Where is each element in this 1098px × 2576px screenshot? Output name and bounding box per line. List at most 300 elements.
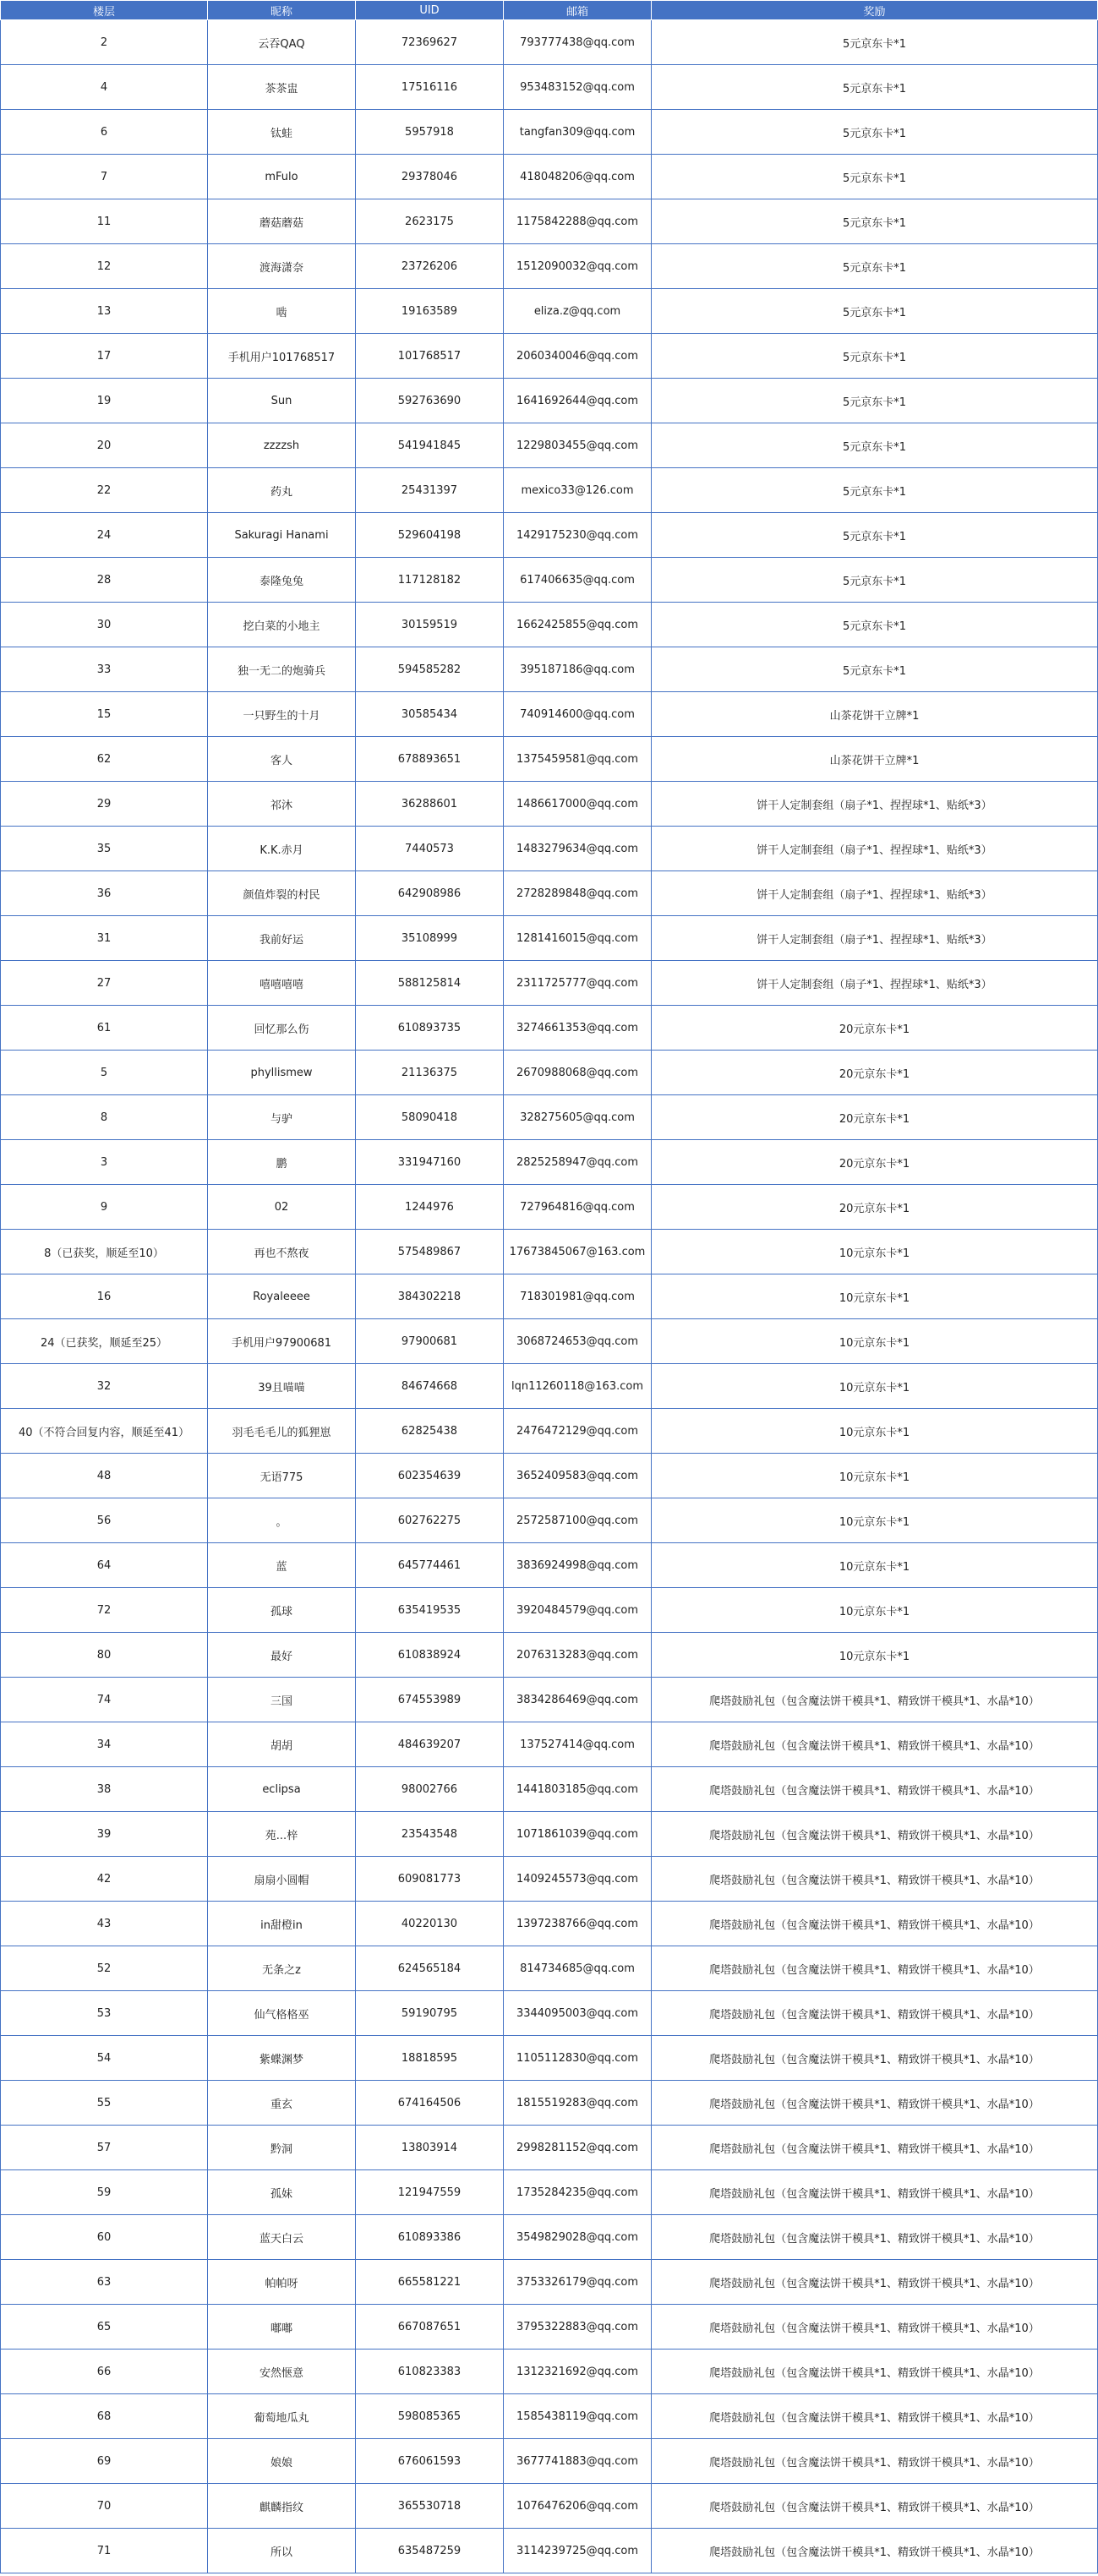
- table-row: [1, 1185, 1098, 1230]
- uid-cell: 23543548: [356, 1812, 504, 1857]
- uid-cell: 484639207: [356, 1722, 504, 1767]
- email-cell: 617406635@qq.com: [504, 558, 652, 603]
- floor-cell: 36: [1, 871, 208, 916]
- email-cell: 2060340046@qq.com: [504, 334, 652, 379]
- reward-cell: 20元京东卡*1: [652, 1006, 1098, 1051]
- table-row: [1, 1498, 1098, 1543]
- email-cell: 1175842288@qq.com: [504, 199, 652, 244]
- nickname-cell: 最好: [208, 1633, 356, 1678]
- reward-cell: 饼干人定制套组（扇子*1、捏捏球*1、贴纸*3）: [652, 961, 1098, 1006]
- floor-cell: 24（已获奖，顺延至25）: [1, 1319, 208, 1364]
- floor-cell: 20: [1, 423, 208, 468]
- floor-cell: 34: [1, 1722, 208, 1767]
- nickname-cell: 无语775: [208, 1454, 356, 1498]
- email-cell: 2670988068@qq.com: [504, 1051, 652, 1095]
- table-row: [1, 1230, 1098, 1274]
- reward-cell: 5元京东卡*1: [652, 155, 1098, 199]
- email-cell: 328275605@qq.com: [504, 1095, 652, 1140]
- reward-cell: 20元京东卡*1: [652, 1095, 1098, 1140]
- reward-cell: 10元京东卡*1: [652, 1633, 1098, 1678]
- floor-cell: 9: [1, 1185, 208, 1230]
- email-cell: 1429175230@qq.com: [504, 513, 652, 558]
- reward-cell: 爬塔鼓励礼包（包含魔法饼干模具*1、精致饼干模具*1、水晶*10）: [652, 1678, 1098, 1722]
- table-row: [1, 468, 1098, 513]
- reward-cell: 5元京东卡*1: [652, 20, 1098, 65]
- floor-cell: 16: [1, 1274, 208, 1319]
- table-row: [1, 782, 1098, 827]
- reward-cell: 爬塔鼓励礼包（包含魔法饼干模具*1、精致饼干模具*1、水晶*10）: [652, 1857, 1098, 1902]
- nickname-cell: 所以: [208, 2529, 356, 2573]
- reward-cell: 20元京东卡*1: [652, 1185, 1098, 1230]
- nickname-cell: 回忆那么伤: [208, 1006, 356, 1051]
- email-cell: 1486617000@qq.com: [504, 782, 652, 827]
- floor-cell: 52: [1, 1946, 208, 1991]
- reward-cell: 5元京东卡*1: [652, 379, 1098, 423]
- uid-cell: 84674668: [356, 1364, 504, 1409]
- floor-cell: 71: [1, 2529, 208, 2573]
- table-row: [1, 1946, 1098, 1991]
- floor-cell: 33: [1, 647, 208, 692]
- nickname-cell: 茶茶盅: [208, 65, 356, 110]
- email-cell: 1229803455@qq.com: [504, 423, 652, 468]
- nickname-cell: 。: [208, 1498, 356, 1543]
- email-cell: 740914600@qq.com: [504, 692, 652, 737]
- uid-cell: 25431397: [356, 468, 504, 513]
- email-cell: 3344095003@qq.com: [504, 1991, 652, 2036]
- reward-cell: 爬塔鼓励礼包（包含魔法饼干模具*1、精致饼干模具*1、水晶*10）: [652, 2305, 1098, 2350]
- nickname-cell: 颜值炸裂的村民: [208, 871, 356, 916]
- email-cell: 395187186@qq.com: [504, 647, 652, 692]
- floor-cell: 17: [1, 334, 208, 379]
- uid-cell: 610838924: [356, 1633, 504, 1678]
- email-cell: 3795322883@qq.com: [504, 2305, 652, 2350]
- email-cell: 793777438@qq.com: [504, 20, 652, 65]
- nickname-cell: 紫蝶渊梦: [208, 2036, 356, 2081]
- nickname-cell: 祁沐: [208, 782, 356, 827]
- uid-cell: 13803914: [356, 2126, 504, 2170]
- uid-cell: 72369627: [356, 20, 504, 65]
- reward-cell: 饼干人定制套组（扇子*1、捏捏球*1、贴纸*3）: [652, 782, 1098, 827]
- nickname-cell: Sakuragi Hanami: [208, 513, 356, 558]
- uid-cell: 635487259: [356, 2529, 504, 2573]
- table-row: [1, 2126, 1098, 2170]
- floor-cell: 27: [1, 961, 208, 1006]
- email-cell: 1105112830@qq.com: [504, 2036, 652, 2081]
- table-row: [1, 199, 1098, 244]
- table-row: [1, 2394, 1098, 2439]
- floor-cell: 29: [1, 782, 208, 827]
- reward-cell: 10元京东卡*1: [652, 1498, 1098, 1543]
- uid-cell: 331947160: [356, 1140, 504, 1185]
- reward-cell: 爬塔鼓励礼包（包含魔法饼干模具*1、精致饼干模具*1、水晶*10）: [652, 2394, 1098, 2439]
- nickname-cell: 重玄: [208, 2081, 356, 2126]
- nickname-cell: 与驴: [208, 1095, 356, 1140]
- nickname-cell: 三国: [208, 1678, 356, 1722]
- uid-cell: 5957918: [356, 110, 504, 155]
- uid-cell: 2623175: [356, 199, 504, 244]
- reward-cell: 爬塔鼓励礼包（包含魔法饼干模具*1、精致饼干模具*1、水晶*10）: [652, 2081, 1098, 2126]
- nickname-cell: 葡萄地瓜丸: [208, 2394, 356, 2439]
- uid-cell: 588125814: [356, 961, 504, 1006]
- reward-cell: 5元京东卡*1: [652, 334, 1098, 379]
- nickname-cell: K.K.赤月: [208, 827, 356, 871]
- table-row: [1, 1588, 1098, 1633]
- email-cell: 1441803185@qq.com: [504, 1767, 652, 1812]
- floor-cell: 31: [1, 916, 208, 961]
- nickname-cell: 鹏: [208, 1140, 356, 1185]
- floor-cell: 62: [1, 737, 208, 782]
- uid-cell: 35108999: [356, 916, 504, 961]
- email-cell: 1312321692@qq.com: [504, 2350, 652, 2394]
- nickname-cell: Royaleeee: [208, 1274, 356, 1319]
- floor-cell: 48: [1, 1454, 208, 1498]
- table-row: [1, 1051, 1098, 1095]
- floor-cell: 56: [1, 1498, 208, 1543]
- table-row: [1, 603, 1098, 647]
- floor-cell: 39: [1, 1812, 208, 1857]
- reward-cell: 爬塔鼓励礼包（包含魔法饼干模具*1、精致饼干模具*1、水晶*10）: [652, 1767, 1098, 1812]
- uid-cell: 645774461: [356, 1543, 504, 1588]
- table-row: [1, 1409, 1098, 1454]
- table-row: [1, 155, 1098, 199]
- reward-cell: 5元京东卡*1: [652, 513, 1098, 558]
- uid-cell: 602762275: [356, 1498, 504, 1543]
- floor-cell: 61: [1, 1006, 208, 1051]
- nickname-cell: 蓝: [208, 1543, 356, 1588]
- table-row: [1, 1274, 1098, 1319]
- floor-cell: 57: [1, 2126, 208, 2170]
- nickname-cell: 无条之z: [208, 1946, 356, 1991]
- email-cell: 3274661353@qq.com: [504, 1006, 652, 1051]
- table-row: [1, 827, 1098, 871]
- floor-cell: 43: [1, 1902, 208, 1946]
- email-cell: 1735284235@qq.com: [504, 2170, 652, 2215]
- floor-cell: 24: [1, 513, 208, 558]
- table-row: [1, 110, 1098, 155]
- table-row: [1, 2529, 1098, 2573]
- floor-cell: 74: [1, 1678, 208, 1722]
- floor-cell: 19: [1, 379, 208, 423]
- nickname-cell: eclipsa: [208, 1767, 356, 1812]
- floor-cell: 4: [1, 65, 208, 110]
- email-cell: 1397238766@qq.com: [504, 1902, 652, 1946]
- uid-cell: 594585282: [356, 647, 504, 692]
- email-cell: 2728289848@qq.com: [504, 871, 652, 916]
- floor-cell: 55: [1, 2081, 208, 2126]
- nickname-cell: 娘娘: [208, 2439, 356, 2484]
- reward-cell: 20元京东卡*1: [652, 1140, 1098, 1185]
- header-row: [1, 1, 1098, 20]
- email-cell: 3753326179@qq.com: [504, 2260, 652, 2305]
- table-row: [1, 1678, 1098, 1722]
- floor-cell: 64: [1, 1543, 208, 1588]
- floor-cell: 68: [1, 2394, 208, 2439]
- floor-cell: 22: [1, 468, 208, 513]
- table-row: [1, 65, 1098, 110]
- email-cell: 727964816@qq.com: [504, 1185, 652, 1230]
- table-row: [1, 1454, 1098, 1498]
- nickname-cell: 蓝天白云: [208, 2215, 356, 2260]
- header-email: 邮箱: [504, 1, 652, 20]
- floor-cell: 38: [1, 1767, 208, 1812]
- nickname-cell: 手机用户97900681: [208, 1319, 356, 1364]
- nickname-cell: 手机用户101768517: [208, 334, 356, 379]
- reward-cell: 10元京东卡*1: [652, 1274, 1098, 1319]
- table-row: [1, 1767, 1098, 1812]
- table-row: [1, 513, 1098, 558]
- email-cell: 137527414@qq.com: [504, 1722, 652, 1767]
- nickname-cell: 帕帕呀: [208, 2260, 356, 2305]
- email-cell: 2572587100@qq.com: [504, 1498, 652, 1543]
- table-row: [1, 2170, 1098, 2215]
- email-cell: 2076313283@qq.com: [504, 1633, 652, 1678]
- uid-cell: 30159519: [356, 603, 504, 647]
- nickname-cell: 嘻嘻嘻嘻: [208, 961, 356, 1006]
- uid-cell: 98002766: [356, 1767, 504, 1812]
- table-row: [1, 916, 1098, 961]
- table-row: [1, 1991, 1098, 2036]
- uid-cell: 541941845: [356, 423, 504, 468]
- reward-cell: 爬塔鼓励礼包（包含魔法饼干模具*1、精致饼干模具*1、水晶*10）: [652, 2484, 1098, 2529]
- reward-cell: 10元京东卡*1: [652, 1230, 1098, 1274]
- nickname-cell: 扇扇小圆帽: [208, 1857, 356, 1902]
- reward-cell: 5元京东卡*1: [652, 647, 1098, 692]
- uid-cell: 40220130: [356, 1902, 504, 1946]
- email-cell: 1076476206@qq.com: [504, 2484, 652, 2529]
- reward-cell: 5元京东卡*1: [652, 244, 1098, 289]
- email-cell: mexico33@126.com: [504, 468, 652, 513]
- nickname-cell: in甜橙in: [208, 1902, 356, 1946]
- uid-cell: 117128182: [356, 558, 504, 603]
- table-row: [1, 1902, 1098, 1946]
- table-row: [1, 2215, 1098, 2260]
- header-reward: 奖励: [652, 1, 1098, 20]
- nickname-cell: 麒麟指纹: [208, 2484, 356, 2529]
- nickname-cell: Sun: [208, 379, 356, 423]
- uid-cell: 101768517: [356, 334, 504, 379]
- email-cell: 2825258947@qq.com: [504, 1140, 652, 1185]
- uid-cell: 30585434: [356, 692, 504, 737]
- floor-cell: 12: [1, 244, 208, 289]
- uid-cell: 667087651: [356, 2305, 504, 2350]
- email-cell: eliza.z@qq.com: [504, 289, 652, 334]
- nickname-cell: 云吞QAQ: [208, 20, 356, 65]
- uid-cell: 97900681: [356, 1319, 504, 1364]
- reward-cell: 10元京东卡*1: [652, 1454, 1098, 1498]
- reward-cell: 10元京东卡*1: [652, 1588, 1098, 1633]
- uid-cell: 29378046: [356, 155, 504, 199]
- email-cell: 3068724653@qq.com: [504, 1319, 652, 1364]
- uid-cell: 36288601: [356, 782, 504, 827]
- nickname-cell: 一只野生的十月: [208, 692, 356, 737]
- reward-cell: 爬塔鼓励礼包（包含魔法饼干模具*1、精致饼干模具*1、水晶*10）: [652, 2126, 1098, 2170]
- table-row: [1, 1319, 1098, 1364]
- uid-cell: 384302218: [356, 1274, 504, 1319]
- floor-cell: 3: [1, 1140, 208, 1185]
- nickname-cell: 胡胡: [208, 1722, 356, 1767]
- table-row: [1, 692, 1098, 737]
- email-cell: 1375459581@qq.com: [504, 737, 652, 782]
- reward-cell: 5元京东卡*1: [652, 423, 1098, 468]
- nickname-cell: 黔洞: [208, 2126, 356, 2170]
- reward-cell: 5元京东卡*1: [652, 65, 1098, 110]
- floor-cell: 54: [1, 2036, 208, 2081]
- floor-cell: 59: [1, 2170, 208, 2215]
- email-cell: 1585438119@qq.com: [504, 2394, 652, 2439]
- floor-cell: 13: [1, 289, 208, 334]
- floor-cell: 40（不符合回复内容，顺延至41）: [1, 1409, 208, 1454]
- reward-cell: 饼干人定制套组（扇子*1、捏捏球*1、贴纸*3）: [652, 871, 1098, 916]
- nickname-cell: 啮: [208, 289, 356, 334]
- email-cell: 1409245573@qq.com: [504, 1857, 652, 1902]
- uid-cell: 58090418: [356, 1095, 504, 1140]
- uid-cell: 529604198: [356, 513, 504, 558]
- uid-cell: 7440573: [356, 827, 504, 871]
- floor-cell: 15: [1, 692, 208, 737]
- header-nickname: 昵称: [208, 1, 356, 20]
- floor-cell: 11: [1, 199, 208, 244]
- floor-cell: 2: [1, 20, 208, 65]
- email-cell: 2311725777@qq.com: [504, 961, 652, 1006]
- reward-cell: 爬塔鼓励礼包（包含魔法饼干模具*1、精致饼干模具*1、水晶*10）: [652, 2260, 1098, 2305]
- nickname-cell: 羽毛毛毛儿的狐狸崽: [208, 1409, 356, 1454]
- nickname-cell: 客人: [208, 737, 356, 782]
- email-cell: 3836924998@qq.com: [504, 1543, 652, 1588]
- email-cell: 1071861039@qq.com: [504, 1812, 652, 1857]
- table-row: [1, 1006, 1098, 1051]
- table-row: [1, 1095, 1098, 1140]
- floor-cell: 53: [1, 1991, 208, 2036]
- reward-cell: 饼干人定制套组（扇子*1、捏捏球*1、贴纸*3）: [652, 916, 1098, 961]
- uid-cell: 21136375: [356, 1051, 504, 1095]
- floor-cell: 65: [1, 2305, 208, 2350]
- reward-cell: 爬塔鼓励礼包（包含魔法饼干模具*1、精致饼干模具*1、水晶*10）: [652, 1946, 1098, 1991]
- floor-cell: 8（已获奖，顺延至10）: [1, 1230, 208, 1274]
- nickname-cell: 安然惬意: [208, 2350, 356, 2394]
- uid-cell: 678893651: [356, 737, 504, 782]
- reward-cell: 爬塔鼓励礼包（包含魔法饼干模具*1、精致饼干模具*1、水晶*10）: [652, 2350, 1098, 2394]
- nickname-cell: mFulo: [208, 155, 356, 199]
- floor-cell: 66: [1, 2350, 208, 2394]
- nickname-cell: 39且喵喵: [208, 1364, 356, 1409]
- uid-cell: 1244976: [356, 1185, 504, 1230]
- uid-cell: 642908986: [356, 871, 504, 916]
- uid-cell: 62825438: [356, 1409, 504, 1454]
- floor-cell: 69: [1, 2439, 208, 2484]
- uid-cell: 676061593: [356, 2439, 504, 2484]
- reward-cell: 10元京东卡*1: [652, 1364, 1098, 1409]
- table-row: [1, 244, 1098, 289]
- nickname-cell: phyllismew: [208, 1051, 356, 1095]
- floor-cell: 35: [1, 827, 208, 871]
- email-cell: 3677741883@qq.com: [504, 2439, 652, 2484]
- reward-cell: 爬塔鼓励礼包（包含魔法饼干模具*1、精致饼干模具*1、水晶*10）: [652, 2439, 1098, 2484]
- table-body: [1, 20, 1098, 2573]
- nickname-cell: 孤妹: [208, 2170, 356, 2215]
- email-cell: 1281416015@qq.com: [504, 916, 652, 961]
- email-cell: 1483279634@qq.com: [504, 827, 652, 871]
- email-cell: 1641692644@qq.com: [504, 379, 652, 423]
- reward-cell: 爬塔鼓励礼包（包含魔法饼干模具*1、精致饼干模具*1、水晶*10）: [652, 2036, 1098, 2081]
- uid-cell: 602354639: [356, 1454, 504, 1498]
- table-row: [1, 334, 1098, 379]
- table-row: [1, 2484, 1098, 2529]
- floor-cell: 8: [1, 1095, 208, 1140]
- table-row: [1, 1364, 1098, 1409]
- email-cell: 2998281152@qq.com: [504, 2126, 652, 2170]
- uid-cell: 18818595: [356, 2036, 504, 2081]
- table-row: [1, 1633, 1098, 1678]
- reward-cell: 爬塔鼓励礼包（包含魔法饼干模具*1、精致饼干模具*1、水晶*10）: [652, 1902, 1098, 1946]
- floor-cell: 30: [1, 603, 208, 647]
- reward-cell: 10元京东卡*1: [652, 1319, 1098, 1364]
- nickname-cell: 孤球: [208, 1588, 356, 1633]
- uid-cell: 592763690: [356, 379, 504, 423]
- uid-cell: 665581221: [356, 2260, 504, 2305]
- nickname-cell: 仙气格格巫: [208, 1991, 356, 2036]
- table-row: [1, 1722, 1098, 1767]
- uid-cell: 121947559: [356, 2170, 504, 2215]
- table-row: [1, 1140, 1098, 1185]
- reward-cell: 爬塔鼓励礼包（包含魔法饼干模具*1、精致饼干模具*1、水晶*10）: [652, 2529, 1098, 2573]
- table-row: [1, 2305, 1098, 2350]
- table-row: [1, 1812, 1098, 1857]
- reward-cell: 5元京东卡*1: [652, 558, 1098, 603]
- reward-cell: 5元京东卡*1: [652, 468, 1098, 513]
- nickname-cell: 再也不熬夜: [208, 1230, 356, 1274]
- email-cell: 17673845067@163.com: [504, 1230, 652, 1274]
- email-cell: 718301981@qq.com: [504, 1274, 652, 1319]
- email-cell: tangfan309@qq.com: [504, 110, 652, 155]
- reward-cell: 爬塔鼓励礼包（包含魔法饼干模具*1、精致饼干模具*1、水晶*10）: [652, 1991, 1098, 2036]
- email-cell: 814734685@qq.com: [504, 1946, 652, 1991]
- floor-cell: 80: [1, 1633, 208, 1678]
- reward-cell: 爬塔鼓励礼包（包含魔法饼干模具*1、精致饼干模具*1、水晶*10）: [652, 1812, 1098, 1857]
- uid-cell: 624565184: [356, 1946, 504, 1991]
- nickname-cell: zzzzsh: [208, 423, 356, 468]
- nickname-cell: 泰隆兔兔: [208, 558, 356, 603]
- nickname-cell: 02: [208, 1185, 356, 1230]
- uid-cell: 59190795: [356, 1991, 504, 2036]
- uid-cell: 17516116: [356, 65, 504, 110]
- table-row: [1, 2439, 1098, 2484]
- table-row: [1, 1543, 1098, 1588]
- email-cell: lqn11260118@163.com: [504, 1364, 652, 1409]
- email-cell: 3114239725@qq.com: [504, 2529, 652, 2573]
- uid-cell: 610893386: [356, 2215, 504, 2260]
- table-row: [1, 871, 1098, 916]
- uid-cell: 610893735: [356, 1006, 504, 1051]
- uid-cell: 610823383: [356, 2350, 504, 2394]
- nickname-cell: 独一无二的炮骑兵: [208, 647, 356, 692]
- floor-cell: 70: [1, 2484, 208, 2529]
- floor-cell: 7: [1, 155, 208, 199]
- table-row: [1, 2260, 1098, 2305]
- table-row: [1, 647, 1098, 692]
- floor-cell: 5: [1, 1051, 208, 1095]
- table-row: [1, 289, 1098, 334]
- floor-cell: 28: [1, 558, 208, 603]
- reward-cell: 饼干人定制套组（扇子*1、捏捏球*1、贴纸*3）: [652, 827, 1098, 871]
- uid-cell: 609081773: [356, 1857, 504, 1902]
- email-cell: 1512090032@qq.com: [504, 244, 652, 289]
- nickname-cell: 苑...梓: [208, 1812, 356, 1857]
- nickname-cell: 药丸: [208, 468, 356, 513]
- reward-cell: 10元京东卡*1: [652, 1543, 1098, 1588]
- reward-cell: 爬塔鼓励礼包（包含魔法饼干模具*1、精致饼干模具*1、水晶*10）: [652, 2170, 1098, 2215]
- uid-cell: 365530718: [356, 2484, 504, 2529]
- floor-cell: 72: [1, 1588, 208, 1633]
